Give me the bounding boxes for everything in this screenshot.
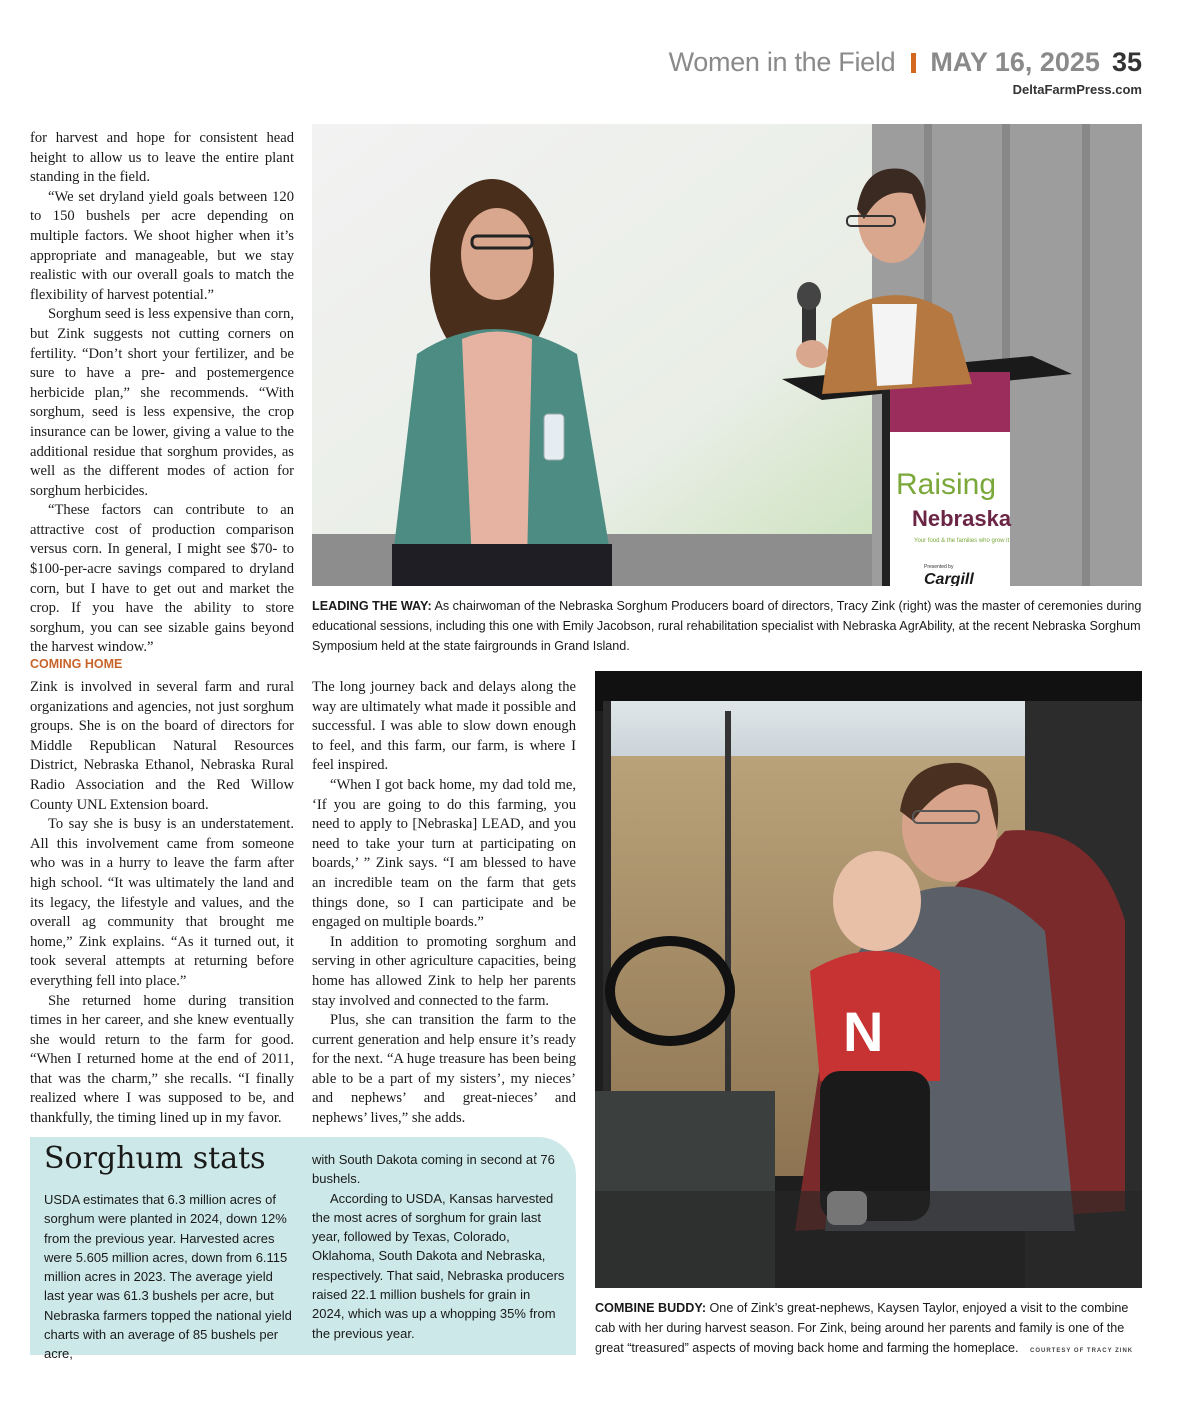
caption-text: As chairwoman of the Nebraska Sorghum Producers board of directors, Tracy Zink (right) was the master of ceremonies during educational sessions, including this one with Emily Jacobson, rural rehabilitation specialist with Nebraska AgrAbility, at the recent Nebraska Sorghum Symposium held at the state fairgrounds in Grand Island.: [312, 599, 1142, 653]
stats-column-2: [312, 1150, 566, 1343]
page-header: [669, 44, 1142, 97]
photo-credit: COURTESY OF TRACY ZINK: [1030, 1347, 1134, 1354]
podium-sponsor-label: Presented by: [924, 564, 954, 570]
photo-symposium-speakers: [312, 124, 1142, 586]
paragraph: “When I got back home, my dad told me, ‘If you are going to do this farming, you need to apply to [Nebraska] LEAD, and you need to take your turn at participating on boards,’ ” Zink says. “I am blessed to have an incredible team on the farm that gets things done, so I can participate and be engaged on multiple boards.”: [312, 776, 576, 931]
podium-sponsor: Cargill: [924, 571, 974, 586]
paragraph: The long journey back and delays along the way are ultimately what made it possible and successful. I was able to slow down enough to feel, and this farm, our farm, is where I feel inspired.: [312, 679, 576, 774]
article-column-1: [30, 129, 294, 658]
podium-sign-tagline: Your food & the families who grow it: [914, 538, 1010, 544]
stats-title: Sorghum stats: [44, 1141, 266, 1176]
paragraph: She returned home during transition times in her career, and she knew eventually she would return to the farm for good. “When I returned home at the end of 2011, that was the charm,” she recalls. “I finally realized where I was supposed to be, and thankfully, the timing lined up in my favor.: [30, 992, 294, 1127]
page-number: 35: [1111, 47, 1142, 77]
article-column-2: [30, 678, 294, 1129]
caption-lead: COMBINE BUDDY:: [595, 1301, 707, 1315]
header-divider: [911, 53, 916, 73]
paragraph: “These factors can contribute to an attractive cost of production comparison versus corn. In general, I might see $70- to $100-per-acre savings compared to dryland corn, but I have to get out and market the crop. If you have the ability to store sorghum, you can see sizable gains beyond the harvest window.”: [30, 502, 294, 656]
podium-sign-raising: Raising: [896, 468, 997, 501]
paragraph: with South Dakota coming in second at 76 bushels.: [312, 1152, 555, 1187]
paragraph: for harvest and hope for consistent head height to allow us to leave the entire plant standing in the field.: [30, 130, 294, 186]
photo-caption-2: [595, 1299, 1142, 1361]
section-title: Women in the Field: [668, 47, 896, 77]
paragraph: In addition to promoting sorghum and serving in other agriculture capacities, being home has allowed Zink to help her parents stay involved and connected to the farm.: [312, 933, 576, 1009]
caption-lead: LEADING THE WAY:: [312, 599, 432, 613]
paragraph: Sorghum seed is less expensive than corn, but Zink suggests not cutting corners on fertility. “Don’t short your fertilizer, and be sure to have a pre- and postemergence herbicide plan,” she recommends. “With sorghum, seed is less expensive, the crop insurance can be lower, giving a value to the additional residue that sorghum provides, as well as the different modes of action for sorghum herbicides.: [30, 306, 294, 499]
paragraph: USDA estimates that 6.3 million acres of sorghum were planted in 2024, down 12% from the previous year. Harvested acres were 5.605 million acres, down from 6.115 million acres in 2023. The average yield last year was 61.3 bushels per acre, but Nebraska farmers topped the national yield charts with an average of 85 bushels per acre,: [44, 1192, 292, 1362]
sorghum-stats-box: [30, 1137, 576, 1362]
paragraph: To say she is busy is an understatement. All this involvement came from someone who was in a hurry to leave the farm after high school. “It was ultimately the land and its legacy, the lifestyle and values, and the overall ag community that brought me home,” Zink explains. “As it turned out, it took several attempts at returning before everything fell into place.”: [30, 816, 294, 989]
paragraph: “We set dryland yield goals between 120 to 150 bushels per acre depending on multiple factors. We shoot higher when it’s appropriate and manageable, but we stay realistic with our overall goals to match the flexibility of harvest potential.”: [30, 188, 294, 303]
podium-sign-nebraska: Nebraska: [912, 506, 1012, 531]
issue-date: MAY 16, 2025: [930, 47, 1100, 77]
article-column-3: [312, 678, 576, 1129]
paragraph: According to USDA, Kansas harvested the most acres of sorghum for grain last year, followed by Texas, Colorado, Oklahoma, South Dakota and Nebraska, respectively. That said, Nebraska producers raised 22.1 million bushels for grain in 2024, which was up a whopping 35% from the previous year.: [312, 1190, 565, 1341]
paragraph: Plus, she can transition the farm to the current generation and help ensure it’s ready for the next. “A huge treasure has been being able to be a part of my sisters’, my nieces’ and nephews’ and great-nieces’ and nephews’ lives,” she adds.: [312, 1012, 576, 1127]
photo-combine-cab: [595, 671, 1142, 1288]
photo-caption-1: [312, 597, 1142, 656]
section-subhead: COMING HOME: [30, 657, 123, 671]
website-link[interactable]: DeltaFarmPress.com: [1012, 82, 1142, 97]
svg-text:N: N: [843, 1000, 884, 1063]
caption-text: One of Zink’s great-nephews, Kaysen Taylor, enjoyed a visit to the combine cab with her during harvest season. For Zink, being around her parents and family is one of the great “treasured” aspects of moving back home and farming the homeplace.: [595, 1301, 1129, 1355]
stats-column-1: [44, 1190, 294, 1364]
paragraph: Zink is involved in several farm and rural organizations and agencies, not just sorghum groups. She is on the board of directors for Middle Republican Natural Resources District, Nebraska Ethanol, Nebraska Rural Radio Association and the Red Willow County UNL Extension board.: [30, 679, 294, 813]
